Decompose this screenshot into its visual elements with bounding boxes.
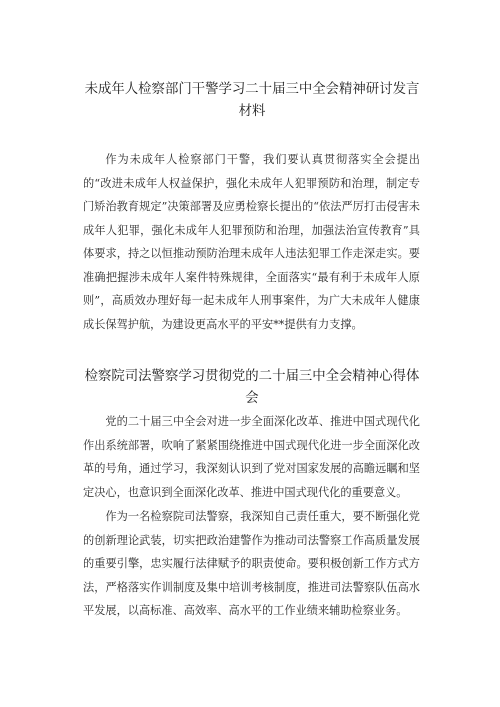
section-2-title: 检察院司法警察学习贯彻党的二十届三中全会精神心得体会 xyxy=(84,369,420,406)
section-1-title: 未成年人检察部门干警学习二十届三中全会精神研讨发言材料 xyxy=(84,82,420,119)
section-2-paragraph-1: 党的二十届三中全会对进一步全面深化改革、推进中国式现代化作出系统部署，吹响了紧紧围绕推进中国式现代化进一步全面深化改革的号角，通过学习，我深刻认识到了党对国家发展的高瞻远瞩和坚定决心，也意识到全面深化改革、推进中国式现代化的重要意义。 xyxy=(83,415,420,499)
section-1-paragraph-1: 作为未成年人检察部门干警，我们要认真贯彻落实全会提出的“改进未成年人权益保护，强化未成年人犯罪预防和治理，制定专门矫治教育规定”决策部署及应勇检察长提出的“依法严厉打击侵害未成年人犯罪，强化未成年人犯罪预防和治理，加强法治宣传教育”具体要求，持之以恒推动预防治理未成年人违法犯罪工作走深走实。要准确把握涉未成年人案件特殊规律，全面落实“最有利于未成年人原则”，高质效办理好每一起未成年人刑事案件，为广大未成年人健康成长保驾护航，为建设更高水平的平安**提供有力支撑。 xyxy=(83,153,420,331)
section-2-paragraph-2: 作为一名检察院司法警察，我深知自己责任重大，要不断强化党的创新理论武装，切实把政治建警作为推动司法警察工作高质量发展的重要引擎，忠实履行法律赋予的职责使命。要积极创新工作方式方法，严格落实作训制度及集中培训考核制度，推进司法警察队伍高水平发展，以高标准、高效率、高水平的工作业绩来辅助检察业务。 xyxy=(83,510,420,617)
